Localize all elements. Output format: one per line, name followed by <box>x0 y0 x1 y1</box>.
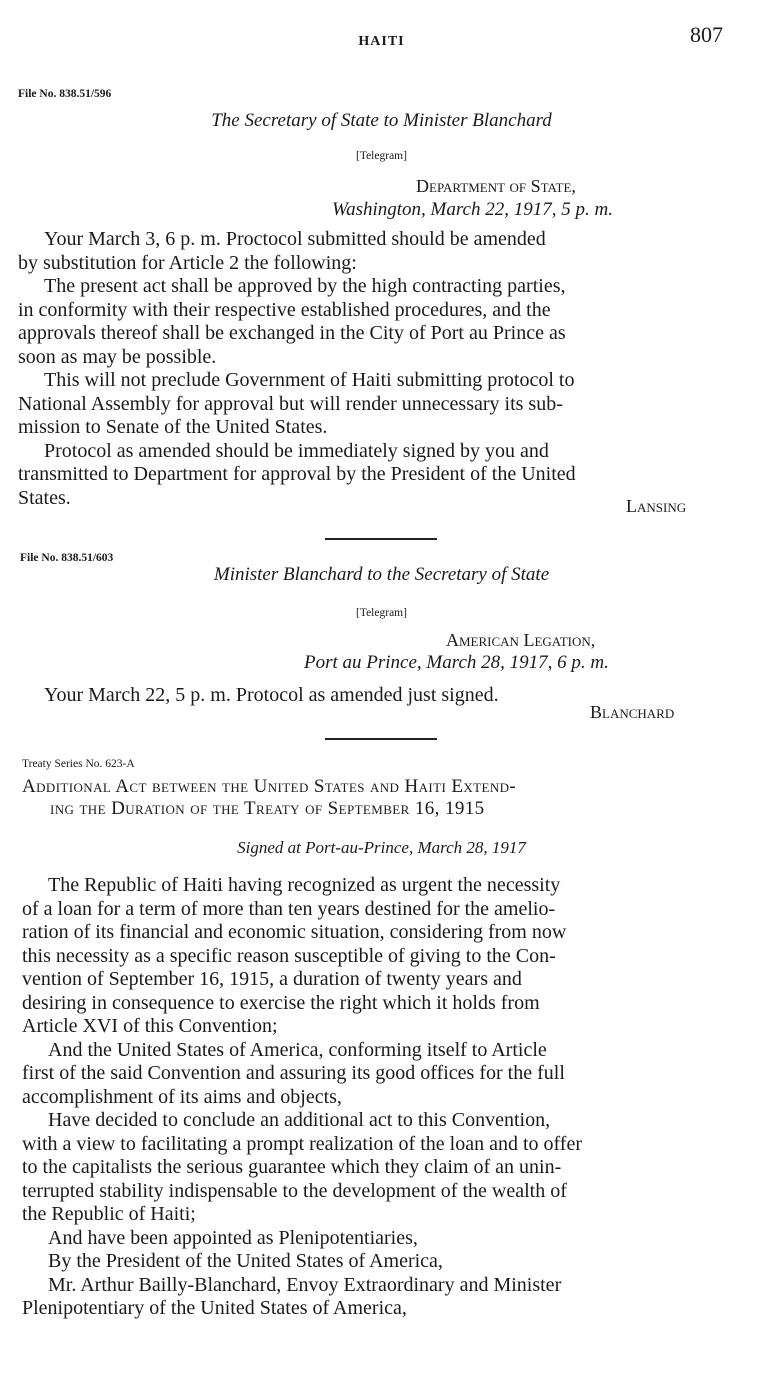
treaty-signed-note: Signed at Port-au-Prince, March 28, 1917 <box>237 838 526 857</box>
text-line: by substitution for Article 2 the following: <box>18 251 357 274</box>
text-line: terrupted stability indispensable to the development of the wealth of <box>22 1179 567 1202</box>
treaty-title-line1: Additional Act between the United States and Haiti Extend- <box>22 776 517 797</box>
text-line: This will not preclude Government of Haiti submitting protocol to <box>44 369 575 391</box>
section-divider <box>325 738 437 740</box>
treaty-body <box>22 874 744 1321</box>
doc2-body-line: Your March 22, 5 p. m. Protocol as amended just signed. <box>44 684 499 706</box>
text-line: By the President of the United States of America, <box>48 1250 443 1272</box>
text-line: accomplishment of its aims and objects, <box>22 1085 342 1108</box>
doc2-dateline: Port au Prince, March 28, 1917, 6 p. m. <box>304 652 609 673</box>
text-line: of a loan for a term of more than ten years destined for the amelio- <box>22 897 556 920</box>
text-line: with a view to facilitating a prompt realization of the loan and to offer <box>22 1132 582 1155</box>
file-number-1: File No. 838.51/596 <box>18 88 112 100</box>
text-line: desiring in consequence to exercise the right which it holds from <box>22 991 540 1014</box>
text-line: to the capitalists the serious guarantee which they claim of an unin- <box>22 1156 562 1178</box>
page-number: 807 <box>690 22 723 47</box>
doc1-signature: Lansing <box>626 496 687 516</box>
doc2-sender: American Legation, <box>446 630 596 650</box>
text-line: soon as may be possible. <box>18 345 217 368</box>
text-line: in conformity with their respective established procedures, and the <box>18 298 551 321</box>
section-divider <box>325 538 437 540</box>
text-line: Plenipotentiary of the United States of America, <box>22 1297 407 1319</box>
text-line: Protocol as amended should be immediately signed by you and <box>44 439 549 462</box>
text-line: And have been appointed as Plenipotentiaries, <box>48 1226 418 1249</box>
text-line: Article XVI of this Convention; <box>22 1015 278 1037</box>
text-line: this necessity as a specific reason susceptible of giving to the Con- <box>22 944 556 967</box>
text-line: The present act shall be approved by the high contracting parties, <box>44 275 566 297</box>
doc1-sender: Department of State, <box>416 176 576 196</box>
text-line: the Republic of Haiti; <box>22 1203 196 1225</box>
text-line: transmitted to Department for approval by the President of the United <box>18 463 576 485</box>
text-line: approvals thereof shall be exchanged in the City of Port au Prince as <box>18 322 566 344</box>
text-line: Your March 3, 6 p. m. Proctocol submitted should be amended <box>44 228 546 250</box>
text-line: Mr. Arthur Bailly-Blanchard, Envoy Extraordinary and Minister <box>48 1273 562 1296</box>
doc2-signature: Blanchard <box>590 702 675 722</box>
doc2-title: Minister Blanchard to the Secretary of State <box>213 564 550 585</box>
text-line: The Republic of Haiti having recognized as urgent the necessity <box>48 874 561 896</box>
treaty-title-line2: ing the Duration of the Treaty of September 16, 1915 <box>50 798 485 819</box>
text-line: States. <box>18 486 71 509</box>
file-number-2: File No. 838.51/603 <box>20 552 114 564</box>
text-line: National Assembly for approval but will render unnecessary its sub- <box>18 392 563 415</box>
text-line: ration of its financial and economic situation, considering from now <box>22 921 567 943</box>
text-line: first of the said Convention and assuring its good offices for the full <box>22 1062 565 1084</box>
doc1-body <box>18 228 740 510</box>
doc1-title: The Secretary of State to Minister Blanchard <box>211 110 552 131</box>
text-line: Have decided to conclude an additional act to this Convention, <box>48 1109 551 1131</box>
text-line: vention of September 16, 1915, a duration of twenty years and <box>22 968 522 990</box>
running-head: HAITI <box>358 34 405 49</box>
treaty-series-number: Treaty Series No. 623-A <box>22 758 135 770</box>
doc1-telegram-note: [Telegram] <box>356 150 407 162</box>
doc2-telegram-note: [Telegram] <box>356 607 407 619</box>
text-line: And the United States of America, conforming itself to Article <box>48 1038 547 1061</box>
doc1-dateline: Washington, March 22, 1917, 5 p. m. <box>332 199 613 220</box>
text-line: mission to Senate of the United States. <box>18 416 328 438</box>
